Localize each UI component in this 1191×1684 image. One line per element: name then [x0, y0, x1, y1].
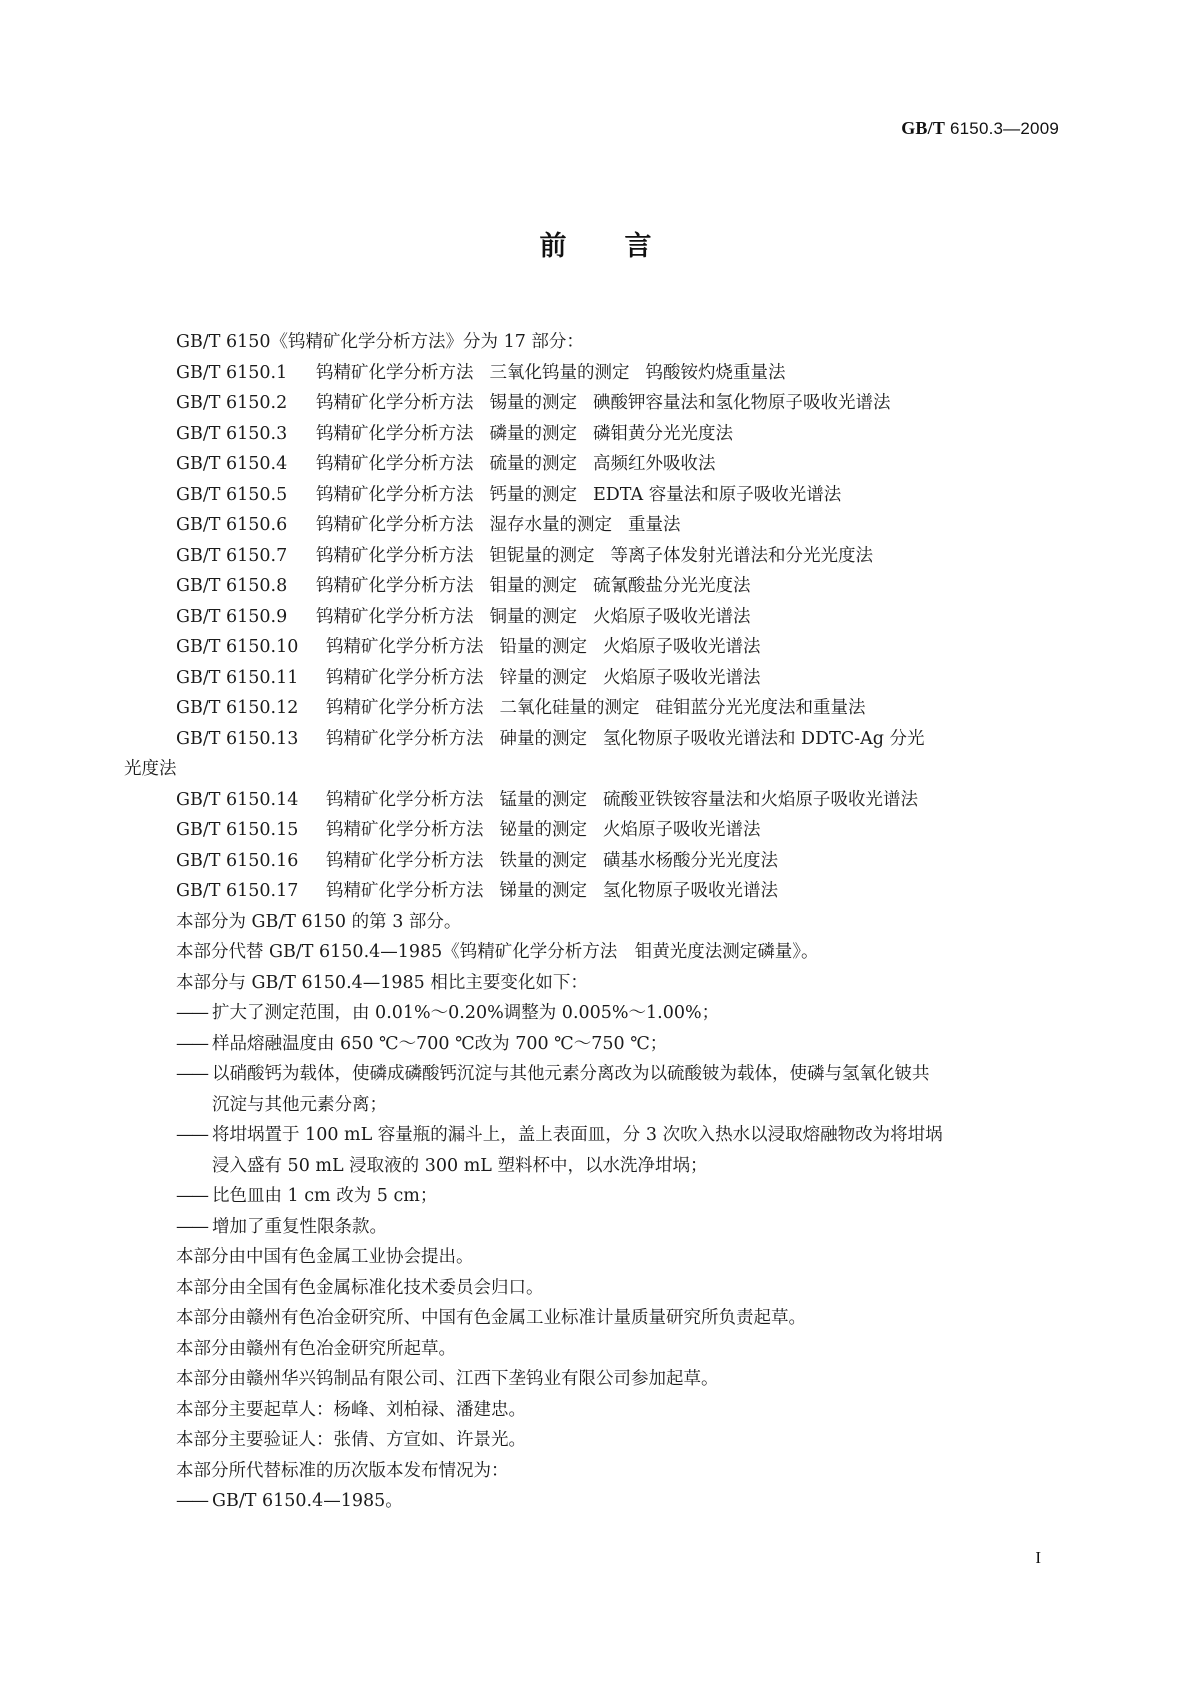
- part-subject: 三氧化钨量的测定: [489, 362, 630, 383]
- part-subject: 锌量的测定: [499, 667, 587, 688]
- change-item: [124, 1059, 1059, 1120]
- change-item: [124, 1181, 1059, 1212]
- part-method: 钨酸铵灼烧重量法: [645, 362, 786, 383]
- part-method: 磷钼黄分光光度法: [593, 423, 733, 444]
- history-text: GB/T 6150.4—1985。: [212, 1491, 403, 1511]
- part-list-item: [124, 480, 1059, 511]
- history-list: [124, 1486, 1059, 1517]
- part-list-item: [124, 541, 1059, 572]
- part-series: 钨精矿化学分析方法: [316, 545, 474, 566]
- part-code: GB/T 6150.14: [176, 789, 299, 810]
- foreword-body: [124, 327, 1059, 1517]
- part-method: 硅钼蓝分光光度法和重量法: [655, 698, 866, 718]
- change-text: 将坩埚置于 100 mL 容量瓶的漏斗上，盖上表面皿，分 3 次吹入热水以浸取熔融物改为将坩埚: [212, 1125, 943, 1145]
- part-list-item: [124, 632, 1059, 663]
- part-subject: 锑量的测定: [499, 881, 587, 901]
- part-series: 钨精矿化学分析方法: [326, 667, 484, 688]
- change-text: 增加了重复性限条款。: [212, 1216, 387, 1237]
- part-series: 钨精矿化学分析方法: [316, 515, 474, 535]
- part-code: GB/T 6150.13: [176, 728, 299, 749]
- part-code: GB/T 6150.1: [176, 362, 288, 383]
- part-series: 钨精矿化学分析方法: [326, 881, 484, 901]
- part-code: GB/T 6150.3: [176, 423, 288, 444]
- em-dash-bullet: ——: [176, 1186, 207, 1206]
- part-subject: 硫量的测定: [489, 454, 577, 474]
- closing-statement: 本部分由赣州有色冶金研究所起草。: [176, 1338, 456, 1359]
- part-series: 钨精矿化学分析方法: [316, 423, 474, 444]
- closing-statement: 本部分由赣州有色冶金研究所、中国有色金属工业标准计量质量研究所负责起草。: [176, 1308, 806, 1328]
- standard-prefix: GB/T: [901, 118, 946, 138]
- closing-statement: 本部分主要验证人：张倩、方宣如、许景光。: [176, 1430, 526, 1450]
- part-list-item: [124, 663, 1059, 694]
- part-list-item: [124, 815, 1059, 846]
- part-list-item: [124, 449, 1059, 480]
- change-item: [124, 1120, 1059, 1181]
- part-series: 钨精矿化学分析方法: [326, 820, 484, 840]
- em-dash-bullet: ——: [176, 1216, 207, 1237]
- replaces-statement: 本部分代替 GB/T 6150.4—1985《钨精矿化学分析方法 钼黄光度法测定磷量》。: [176, 942, 819, 962]
- history-item: [124, 1486, 1059, 1517]
- part-series: 钨精矿化学分析方法: [316, 576, 474, 596]
- em-dash-bullet: ——: [176, 1003, 207, 1023]
- part-series: 钨精矿化学分析方法: [316, 606, 474, 627]
- part-list-item: [124, 571, 1059, 602]
- part-subject: 铁量的测定: [499, 850, 587, 871]
- part-series: 钨精矿化学分析方法: [326, 728, 484, 749]
- part-subject: 砷量的测定: [499, 728, 587, 749]
- part-method: 高频红外吸收法: [593, 454, 716, 474]
- em-dash-bullet: ——: [176, 1033, 207, 1054]
- em-dash-bullet: ——: [176, 1125, 207, 1145]
- part-code: GB/T 6150.5: [176, 484, 288, 505]
- standard-number-header: [901, 118, 1059, 139]
- part-list-item: [124, 724, 1059, 755]
- part-code: GB/T 6150.8: [176, 576, 288, 596]
- part-code: GB/T 6150.17: [176, 881, 299, 901]
- part-method: 重量法: [628, 515, 681, 535]
- part-series: 钨精矿化学分析方法: [316, 362, 474, 383]
- part-list-item: [124, 602, 1059, 633]
- part-code: GB/T 6150.10: [176, 637, 299, 657]
- part-code: GB/T 6150.9: [176, 606, 288, 627]
- part-method: 等离子体发射光谱法和分光光度法: [610, 545, 873, 566]
- part-method-continuation: 光度法: [124, 759, 177, 779]
- part-subject: 钙量的测定: [489, 484, 577, 505]
- part-method: 硫酸亚铁铵容量法和火焰原子吸收光谱法: [603, 789, 918, 810]
- changes-list: [124, 998, 1059, 1242]
- closing-statement: 本部分由中国有色金属工业协会提出。: [176, 1247, 474, 1267]
- closing-statement: 本部分所代替标准的历次版本发布情况为：: [176, 1460, 509, 1481]
- closing-statement: 本部分主要起草人：杨峰、刘柏禄、潘建忠。: [176, 1399, 526, 1420]
- part-series: 钨精矿化学分析方法: [326, 850, 484, 871]
- part-list-item: [124, 846, 1059, 877]
- part-series: 钨精矿化学分析方法: [326, 698, 484, 718]
- part-code: GB/T 6150.7: [176, 545, 288, 566]
- part-list-item: [124, 358, 1059, 389]
- part-list-item: [124, 693, 1059, 724]
- em-dash-bullet: ——: [176, 1491, 207, 1511]
- part-code: GB/T 6150.12: [176, 698, 299, 718]
- change-text: 样品熔融温度由 650 ℃～700 ℃改为 700 ℃～750 ℃；: [212, 1033, 668, 1054]
- part-method: 硫氰酸盐分光光度法: [593, 576, 751, 596]
- part-subject: 铋量的测定: [499, 820, 587, 840]
- part-code: GB/T 6150.6: [176, 515, 288, 535]
- part-of-statement: 本部分为 GB/T 6150 的第 3 部分。: [176, 911, 462, 932]
- change-text: 以硝酸钙为载体，使磷成磷酸钙沉淀与其他元素分离改为以硫酸铍为载体，使磷与氢氧化铍共: [212, 1064, 930, 1084]
- part-method: EDTA 容量法和原子吸收光谱法: [593, 484, 842, 505]
- change-item: [124, 1029, 1059, 1060]
- part-list-item: [124, 388, 1059, 419]
- standard-number: 6150.3—2009: [949, 119, 1059, 138]
- part-list-item: [124, 510, 1059, 541]
- change-text: 比色皿由 1 cm 改为 5 cm；: [212, 1186, 438, 1206]
- part-method: 氢化物原子吸收光谱法和 DDTC-Ag 分光: [603, 728, 925, 749]
- closing-statement: 本部分由全国有色金属标准化技术委员会归口。: [176, 1277, 544, 1298]
- part-code: GB/T 6150.11: [176, 667, 299, 688]
- part-method: 火焰原子吸收光谱法: [603, 667, 761, 688]
- changes-intro: 本部分与 GB/T 6150.4—1985 相比主要变化如下：: [176, 972, 588, 993]
- part-subject: 钽铌量的测定: [489, 545, 595, 566]
- part-subject: 湿存水量的测定: [489, 515, 612, 535]
- closing-statements: [124, 1242, 1059, 1486]
- part-code: GB/T 6150.2: [176, 393, 288, 413]
- part-list-item: [124, 876, 1059, 907]
- part-method: 火焰原子吸收光谱法: [603, 820, 761, 840]
- em-dash-bullet: ——: [176, 1064, 207, 1084]
- part-series: 钨精矿化学分析方法: [316, 393, 474, 413]
- closing-statement: 本部分由赣州华兴钨制品有限公司、江西下垄钨业有限公司参加起草。: [176, 1369, 719, 1389]
- part-subject: 铅量的测定: [499, 637, 587, 657]
- part-method: 碘酸钾容量法和氢化物原子吸收光谱法: [593, 393, 891, 413]
- part-method: 氢化物原子吸收光谱法: [603, 881, 778, 901]
- change-item: [124, 1212, 1059, 1243]
- part-subject: 锰量的测定: [499, 789, 587, 810]
- change-text-continuation: 浸入盛有 50 mL 浸取液的 300 mL 塑料杯中，以水洗净坩埚；: [212, 1155, 708, 1176]
- page-number: I: [1035, 1548, 1041, 1567]
- part-subject: 铜量的测定: [489, 606, 577, 627]
- part-subject: 磷量的测定: [489, 423, 577, 444]
- part-subject: 锡量的测定: [489, 393, 577, 413]
- part-list-item: [124, 785, 1059, 816]
- part-subject: 钼量的测定: [489, 576, 577, 596]
- part-method: 磺基水杨酸分光光度法: [603, 850, 778, 871]
- part-code: GB/T 6150.16: [176, 850, 299, 871]
- part-list-item: [124, 419, 1059, 450]
- intro-paragraph: GB/T 6150《钨精矿化学分析方法》分为 17 部分：: [176, 332, 584, 352]
- part-code: GB/T 6150.15: [176, 820, 299, 840]
- part-series: 钨精矿化学分析方法: [326, 637, 484, 657]
- part-subject: 二氧化硅量的测定: [499, 698, 640, 718]
- change-text: 扩大了测定范围，由 0.01%～0.20%调整为 0.005%～1.00%；: [212, 1003, 720, 1023]
- part-series: 钨精矿化学分析方法: [326, 789, 484, 810]
- part-series: 钨精矿化学分析方法: [316, 484, 474, 505]
- parts-list: [124, 358, 1059, 907]
- part-method: 火焰原子吸收光谱法: [603, 637, 761, 657]
- change-text-continuation: 沉淀与其他元素分离；: [212, 1094, 387, 1115]
- part-series: 钨精矿化学分析方法: [316, 454, 474, 474]
- change-item: [124, 998, 1059, 1029]
- part-code: GB/T 6150.4: [176, 454, 288, 474]
- page-title: 前言: [539, 231, 710, 262]
- part-method: 火焰原子吸收光谱法: [593, 606, 751, 627]
